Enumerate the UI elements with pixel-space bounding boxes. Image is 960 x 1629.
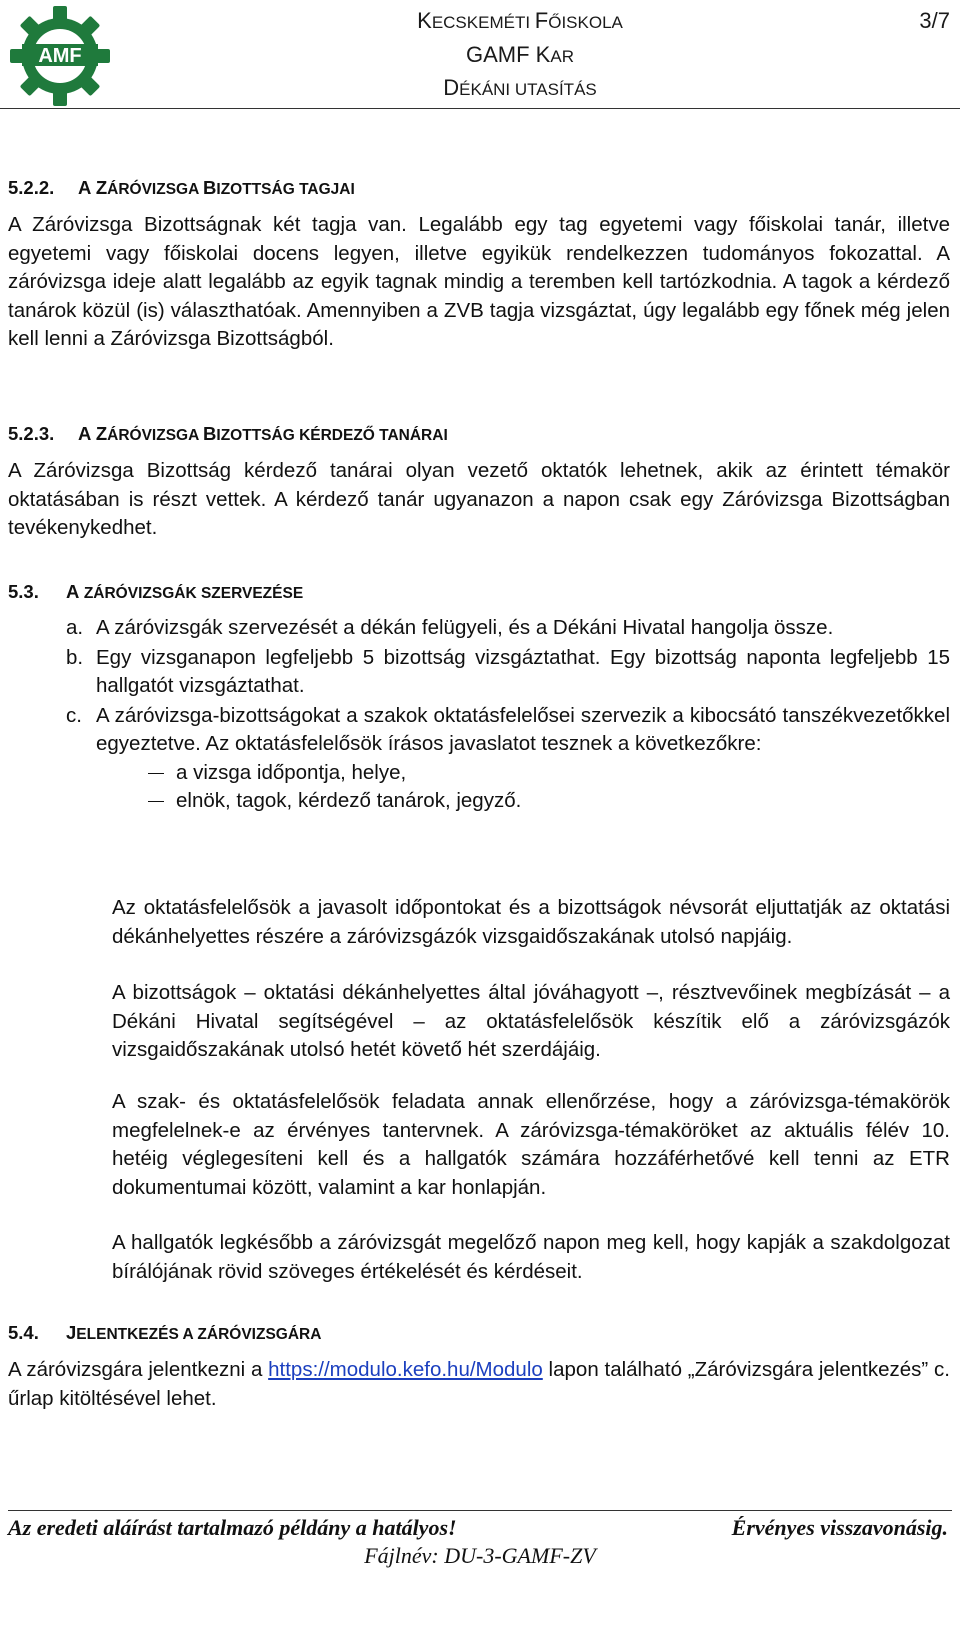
dash-list-item: elnök, tagok, kérdező tanárok, jegyző. [148,787,950,816]
dash-bullet-icon [148,801,164,802]
footer-validity-note: Érvényes visszavonásig. [731,1515,948,1540]
page-number: 3/7 [919,8,950,33]
section-heading-5-2-2: 5.2.2. A ZÁRÓVIZSGA BIZOTTSÁG TAGJAI [8,177,355,198]
section-heading-5-3: 5.3. A ZÁRÓVIZSGÁK SZERVEZÉSE [8,581,304,602]
list-item: b. Egy vizsganapon legfeljebb 5 bizottság vizsgáztathat. Egy bizottság naponta legfeljebb 15 hallgatót vizsgáztathat. [66,645,950,697]
footer-signature-note: Az eredeti aláírást tartalmazó példány a hatályos! [8,1515,457,1540]
header-institution: KECSKEMÉTI FŐISKOLA [417,8,623,33]
footer-filename: Fájlnév: DU-3-GAMF-ZV [364,1543,596,1568]
dash-list-item: a vizsga időpontja, helye, [148,759,950,788]
paragraph-topics: A szak- és oktatásfelelősök feladata annak ellenőrzése, hogy a záróvizsga-témakörök megfelelnek-e az érvényes tantervnek. A záróvizsga-témaköröket az aktuális félév 10. hetéig véglegesíteni kell és a hallgatók számára hozzáférhetővé kell tenni az ETR dokumentumai között, valamint a kar honlapján. [112,1090,950,1199]
list-item: c. A záróvizsga-bizottságokat a szakok oktatásfelelősei szervezik a kibocsátó tanszékvezetőkkel egyeztetve. Az oktatásfelelősök írásos javaslatot tesznek a következőkre: [66,703,950,755]
footer-divider [8,1510,952,1511]
gear-icon [8,4,112,108]
paragraph-appointments: A bizottságok – oktatási dékánhelyettes által jóváhagyott –, résztvevőinek megbízását – a Dékáni Hivatal segítségével – az oktatásfelelősök készítik elő a záróvizsgázók vizsgaidőszakának utolsó hetét követő hét szerdájáig. [112,981,950,1061]
section-body-5-2-2: A Záróvizsga Bizottságnak két tagja van. Legalább egy tag egyetemi vagy főiskolai tanár, illetve egyetemi vagy főiskolai docens legyen, illetve egyikük rendelkezzen tudományos fokozattal. A záróvizsga ideje alatt legalább az egyik tagnak mindig a teremben kell tartózkodnia. A tagok a kérdező tanárok közül (is) választhatóak. Amennyiben a ZVB tagja vizsgáztat, úgy legalább egy főnek még jelen kell lenni a Záróvizsga Bizottságból. [8,213,950,350]
section-body-5-2-3: A Záróvizsga Bizottság kérdező tanárai olyan vezető oktatók lehetnek, akik az érintett témakör oktatásában is részt vettek. A kérdező tanár ugyanazon a napon csak egy Záróvizsga Bizottságban tevékenykedhet. [8,459,950,539]
paragraph-review: A hallgatók legkésőbb a záróvizsgát megelőző napon meg kell, hogy kapják a szakdolgozat bírálójának rövid szöveges értékelését és kérdéseit. [112,1231,950,1283]
paragraph-nominations: Az oktatásfelelősök a javasolt időpontokat és a bizottságok névsorát eljuttatják az oktatási dékánhelyettes részére a záróvizsgázók vizsgaidőszakának utolsó napjáig. [112,896,950,948]
header-document-type: DÉKÁNI UTASÍTÁS [443,75,597,100]
modulo-link[interactable]: https://modulo.kefo.hu/Modulo [268,1358,543,1381]
svg-text:AMF: AMF [38,45,82,67]
section-heading-5-2-3: 5.2.3. A ZÁRÓVIZSGA BIZOTTSÁG KÉRDEZŐ TANÁRAI [8,423,448,444]
organization-list [66,614,950,816]
section-body-5-4: A záróvizsgára jelentkezni a https://modulo.kefo.hu/Modulo lapon található „Záróvizsgára jelentkezés” c. űrlap kitöltésével lehet. [8,1358,950,1410]
header-divider [0,108,960,109]
amf-logo [8,4,112,108]
section-heading-5-4: 5.4. JELENTKEZÉS A ZÁRÓVIZSGÁRA [8,1322,322,1343]
dash-list [148,759,950,816]
page-header [0,0,960,110]
header-faculty: GAMF KAR [466,42,574,67]
list-item: a. A záróvizsgák szervezését a dékán felügyeli, és a Dékáni Hivatal hangolja össze. [66,616,834,639]
dash-bullet-icon [148,773,164,774]
